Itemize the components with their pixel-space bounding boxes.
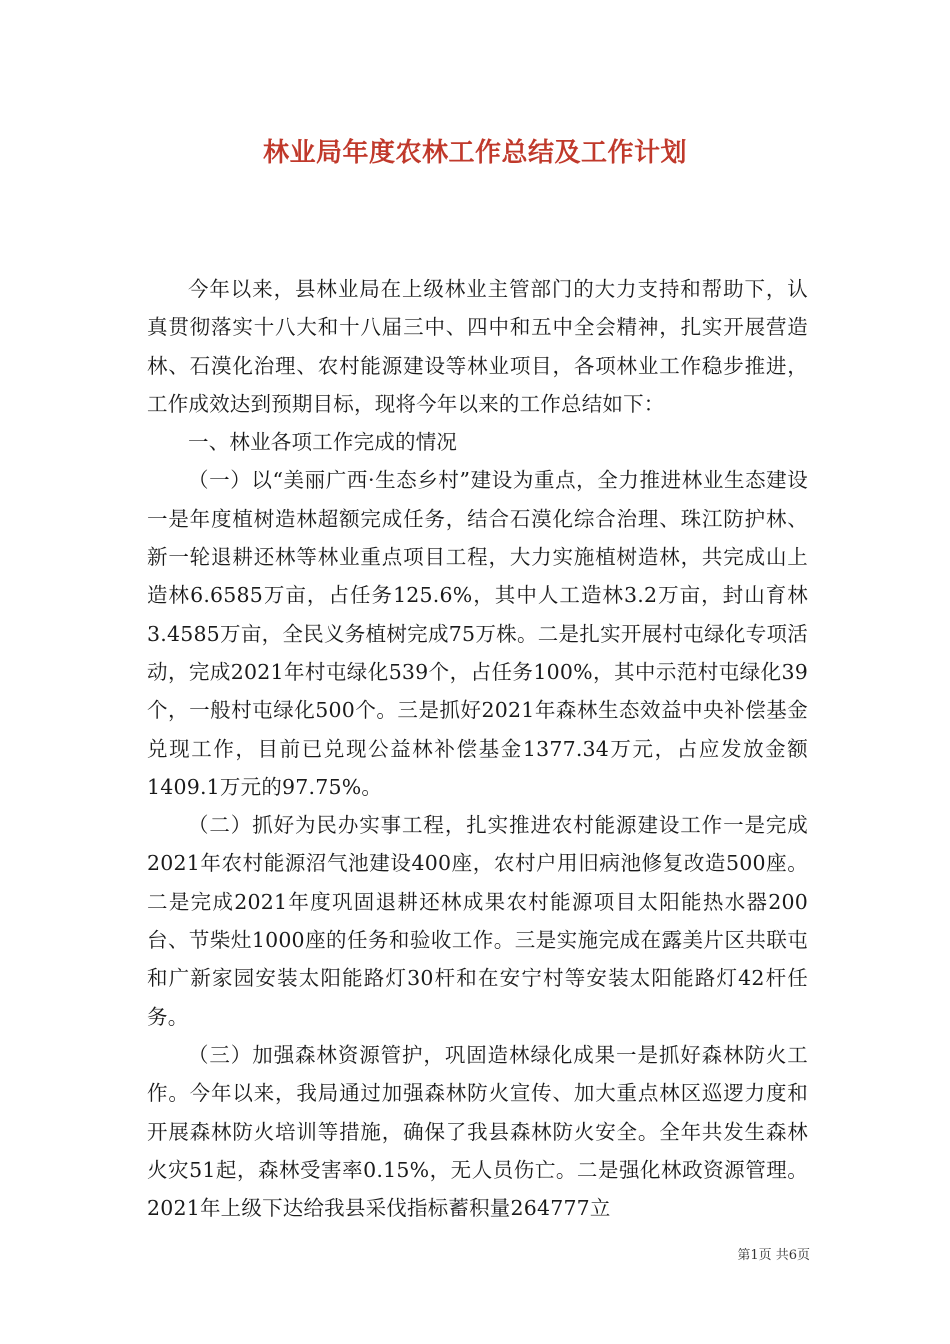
intro-paragraph: 今年以来，县林业局在上级林业主管部门的大力支持和帮助下，认真贯彻落实十八大和十八届三中、四中和五中全会精神，扎实开展营造林、石漠化治理、农村能源建设等林业项目，各项林业工作稳步推进，工作成效达到预期目标，现将今年以来的工作总结如下：: [147, 277, 808, 416]
section-heading: 一、林业各项工作完成的情况: [188, 430, 458, 455]
page-number: 第1页 共6页: [737, 1248, 810, 1263]
section-one-paragraph: （一）以“美丽广西·生态乡村”建设为重点，全力推进林业生态建设一是年度植树造林超额完成任务，结合石漠化综合治理、珠江防护林、新一轮退耕还林等林业重点项目工程，大力实施植树造林，共完成山上造林6.6585万亩，占任务125.6%，其中人工造林3.2万亩，封山育林3.4585万亩，全民义务植树完成75万株。二是扎实开展村屯绿化专项活动，完成2021年村屯绿化539个，占任务100%，其中示范村屯绿化39个，一般村屯绿化500个。三是抓好2021年森林生态效益中央补偿基金兑现工作，目前已兑现公益林补偿基金1377.34万元，占应发放金额1409.1万元的97.75%。: [147, 468, 808, 799]
document-title: 林业局年度农林工作总结及工作计划: [262, 138, 687, 168]
section-three-paragraph: （三）加强森林资源管护，巩固造林绿化成果一是抓好森林防火工作。今年以来，我局通过加强森林防火宣传、加大重点林区巡逻力度和开展森林防火培训等措施，确保了我县森林防火安全。全年共发生森林火灾51起，森林受害率0.15%，无人员伤亡。二是强化林政资源管理。2021年上级下达给我县采伐指标蓄积量264777立: [147, 1042, 808, 1221]
section-two-paragraph: （二）抓好为民办实事工程，扎实推进农村能源建设工作一是完成2021年农村能源沼气池建设400座，农村户用旧病池修复改造500座。二是完成2021年度巩固退耕还林成果农村能源项目太阳能热水器200台、节柴灶1000座的任务和验收工作。三是实施完成在露美片区共联屯和广新家园安装太阳能路灯30杆和在安宁村等安装太阳能路灯42杆任务。: [147, 813, 808, 1029]
document-body: [147, 270, 808, 1227]
